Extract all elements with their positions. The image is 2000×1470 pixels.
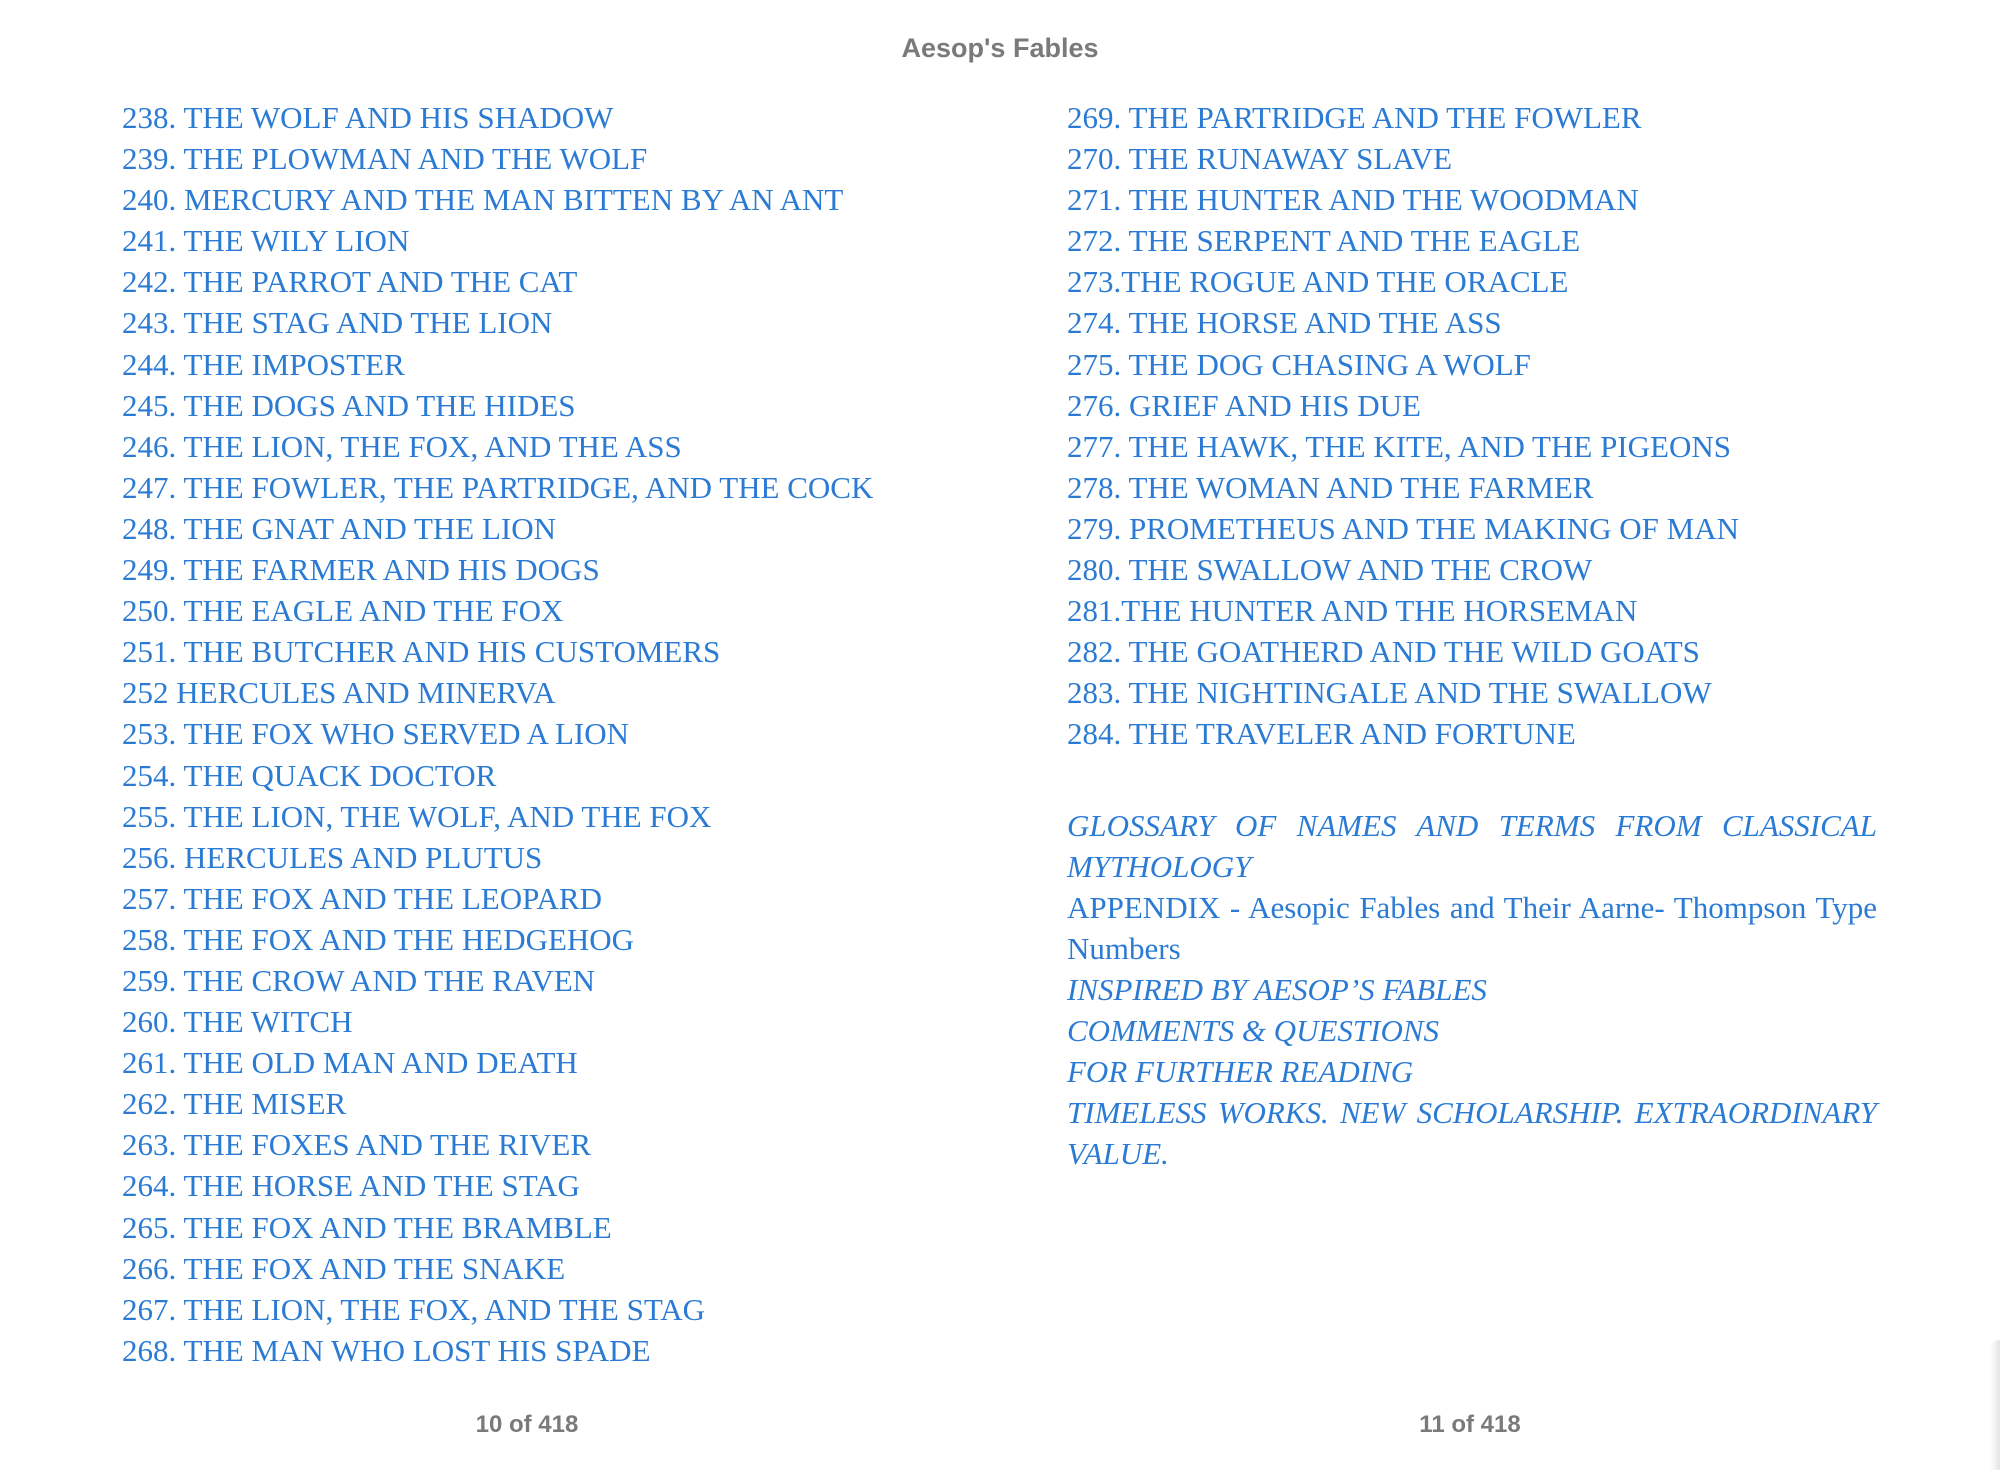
toc-link[interactable]: 253. THE FOX WHO SERVED A LION (122, 716, 630, 752)
toc-link[interactable]: 283. THE NIGHTINGALE AND THE SWALLOW (1067, 675, 1712, 711)
list-item (122, 960, 952, 1001)
list-item (122, 1165, 952, 1206)
book-title: Aesop's Fables (901, 33, 1099, 63)
toc-link[interactable]: 258. THE FOX AND THE HEDGEHOG (122, 921, 635, 957)
list-item (122, 97, 952, 138)
list-item (122, 467, 952, 508)
back-matter (1067, 805, 1877, 1175)
list-item (122, 179, 952, 220)
toc-link[interactable]: 263. THE FOXES AND THE RIVER (122, 1127, 592, 1163)
list-item (122, 672, 952, 713)
list-item (122, 919, 952, 960)
list-item (1067, 426, 1877, 467)
toc-link[interactable]: 259. THE CROW AND THE RAVEN (122, 962, 596, 998)
page-number-left: 10 of 418 (475, 1411, 579, 1438)
list-item (1067, 713, 1877, 754)
list-item (122, 837, 952, 878)
list-item (1067, 672, 1877, 713)
glossary-link[interactable]: GLOSSARY OF NAMES AND TERMS FROM CLASSICAL MYTHOLOGY (1067, 807, 1877, 884)
list-item (1067, 385, 1877, 426)
list-item (1067, 220, 1877, 261)
toc-link[interactable]: 245. THE DOGS AND THE HIDES (122, 387, 576, 423)
toc-link[interactable]: 271. THE HUNTER AND THE WOODMAN (1067, 182, 1639, 218)
toc-link[interactable]: 278. THE WOMAN AND THE FARMER (1067, 469, 1594, 505)
toc-link[interactable]: 275. THE DOG CHASING A WOLF (1067, 346, 1531, 382)
list-item (122, 1001, 952, 1042)
list-item (1067, 138, 1877, 179)
list-item (122, 426, 952, 467)
list-item (122, 302, 952, 343)
toc-link[interactable]: 281.THE HUNTER AND THE HORSEMAN (1067, 593, 1638, 629)
toc-link[interactable]: 272. THE SERPENT AND THE EAGLE (1067, 223, 1581, 259)
timeless-works-link[interactable]: TIMELESS WORKS. NEW SCHOLARSHIP. EXTRAORDINARY VALUE. (1067, 1095, 1877, 1172)
toc-link[interactable]: 248. THE GNAT AND THE LION (122, 510, 556, 546)
toc-link[interactable]: 262. THE MISER (122, 1086, 347, 1122)
list-item (1067, 631, 1877, 672)
toc-link[interactable]: 243. THE STAG AND THE LION (122, 305, 553, 341)
toc-link[interactable]: 240. MERCURY AND THE MAN BITTEN BY AN ANT (122, 182, 844, 218)
list-item (122, 1207, 952, 1248)
toc-link[interactable]: 273.THE ROGUE AND THE ORACLE (1067, 264, 1569, 300)
list-item (1067, 344, 1877, 385)
toc-link[interactable]: 277. THE HAWK, THE KITE, AND THE PIGEONS (1067, 428, 1731, 464)
toc-link[interactable]: 238. THE WOLF AND HIS SHADOW (122, 100, 614, 135)
right-page (1067, 97, 1877, 1174)
list-item (122, 1330, 952, 1371)
list-item (122, 549, 952, 590)
toc-link[interactable]: 276. GRIEF AND HIS DUE (1067, 387, 1421, 423)
list-item (1067, 97, 1877, 138)
toc-link[interactable]: 242. THE PARROT AND THE CAT (122, 264, 578, 300)
toc-link[interactable]: 274. THE HORSE AND THE ASS (1067, 305, 1502, 341)
toc-link[interactable]: 270. THE RUNAWAY SLAVE (1067, 141, 1453, 177)
list-item (122, 385, 952, 426)
toc-link[interactable]: 261. THE OLD MAN AND DEATH (122, 1045, 578, 1081)
left-page (122, 97, 952, 1371)
toc-link[interactable]: 251. THE BUTCHER AND HIS CUSTOMERS (122, 634, 721, 670)
toc-link[interactable]: 284. THE TRAVELER AND FORTUNE (1067, 716, 1576, 752)
list-item (122, 631, 952, 672)
list-item (1067, 261, 1877, 302)
further-reading-link[interactable]: FOR FURTHER READING (1067, 1054, 1414, 1090)
toc-link[interactable]: 266. THE FOX AND THE SNAKE (122, 1250, 566, 1286)
list-item (122, 220, 952, 261)
toc-link[interactable]: 279. PROMETHEUS AND THE MAKING OF MAN (1067, 510, 1739, 546)
toc-link[interactable]: 241. THE WILY LION (122, 223, 410, 259)
list-item (1067, 467, 1877, 508)
list-item (122, 344, 952, 385)
list-item (122, 755, 952, 796)
toc-link[interactable]: 244. THE IMPOSTER (122, 346, 405, 382)
appendix-link[interactable]: APPENDIX - Aesopic Fables and Their Aarne- Thompson Type Numbers (1067, 889, 1877, 966)
toc-link[interactable]: 269. THE PARTRIDGE AND THE FOWLER (1067, 100, 1642, 135)
toc-link[interactable]: 260. THE WITCH (122, 1004, 353, 1040)
toc-link[interactable]: 239. THE PLOWMAN AND THE WOLF (122, 141, 648, 177)
list-item (122, 713, 952, 754)
page-turn-handle[interactable] (1990, 1340, 2000, 1470)
toc-link[interactable]: 256. HERCULES AND PLUTUS (122, 839, 543, 875)
list-item (122, 508, 952, 549)
inspired-link[interactable]: INSPIRED BY AESOP’S FABLES (1067, 971, 1487, 1007)
list-item (1067, 508, 1877, 549)
toc-link[interactable]: 252 HERCULES AND MINERVA (122, 675, 556, 711)
list-item (1067, 590, 1877, 631)
list-item (1067, 302, 1877, 343)
list-item (122, 1289, 952, 1330)
toc-link[interactable]: 267. THE LION, THE FOX, AND THE STAG (122, 1291, 706, 1327)
toc-list-right (1067, 97, 1877, 755)
toc-link[interactable]: 247. THE FOWLER, THE PARTRIDGE, AND THE COCK (122, 469, 874, 505)
list-item (122, 878, 952, 919)
toc-link[interactable]: 282. THE GOATHERD AND THE WILD GOATS (1067, 634, 1700, 670)
list-item (122, 261, 952, 302)
list-item (122, 1124, 952, 1165)
toc-link[interactable]: 265. THE FOX AND THE BRAMBLE (122, 1209, 612, 1245)
toc-link[interactable]: 268. THE MAN WHO LOST HIS SPADE (122, 1332, 651, 1368)
list-item (122, 1042, 952, 1083)
list-item (122, 590, 952, 631)
list-item (1067, 549, 1877, 590)
toc-link[interactable]: 255. THE LION, THE WOLF, AND THE FOX (122, 798, 712, 834)
list-item (122, 1083, 952, 1124)
comments-link[interactable]: COMMENTS & QUESTIONS (1067, 1012, 1440, 1048)
toc-link[interactable]: 250. THE EAGLE AND THE FOX (122, 593, 564, 629)
toc-link[interactable]: 246. THE LION, THE FOX, AND THE ASS (122, 428, 682, 464)
list-item (122, 1248, 952, 1289)
list-item (1067, 179, 1877, 220)
toc-list-left (122, 97, 952, 1371)
toc-link[interactable]: 264. THE HORSE AND THE STAG (122, 1168, 580, 1204)
toc-link[interactable]: 257. THE FOX AND THE LEOPARD (122, 880, 602, 916)
toc-link[interactable]: 249. THE FARMER AND HIS DOGS (122, 552, 600, 588)
toc-link[interactable]: 280. THE SWALLOW AND THE CROW (1067, 552, 1593, 588)
toc-link[interactable]: 254. THE QUACK DOCTOR (122, 757, 497, 793)
list-item (122, 796, 952, 837)
list-item (122, 138, 952, 179)
page-number-right: 11 of 418 (1419, 1411, 1521, 1438)
